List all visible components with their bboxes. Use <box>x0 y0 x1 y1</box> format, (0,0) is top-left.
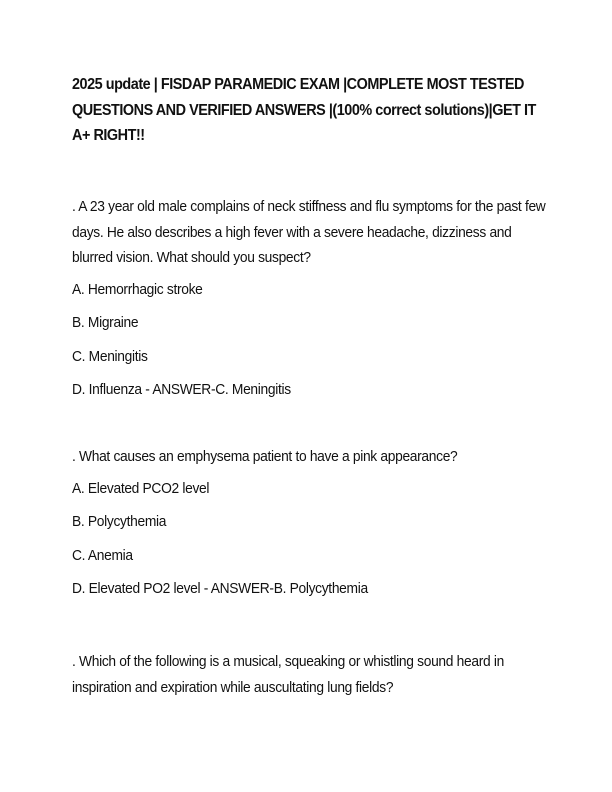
question-stem: . A 23 year old male complains of neck stiffness and flu symptoms for the past few days. He also describes a high fever with a severe headache, dizziness and blurred vision. What should you suspect? <box>72 198 546 266</box>
question-block <box>72 194 546 411</box>
question-block <box>72 444 546 610</box>
answer-option: B. Polycythemia <box>72 513 167 530</box>
answer-option: C. Anemia <box>72 546 133 564</box>
answer-option: A. Hemorrhagic stroke <box>72 280 203 298</box>
answer-option: A. Elevated PCO2 level <box>72 479 210 497</box>
answer-option-with-answer: D. Elevated PO2 level - ANSWER-B. Polycythemia <box>72 580 368 597</box>
question-stem: . What causes an emphysema patient to have a pink appearance? <box>72 448 458 465</box>
answer-option: B. Migraine <box>72 314 139 331</box>
document-page <box>72 72 547 696</box>
question-stem: . Which of the following is a musical, squeaking or whistling sound heard in inspiration and expiration while auscultating lung fields? <box>72 653 504 696</box>
question-block <box>72 649 546 706</box>
document-title: 2025 update | FISDAP PARAMEDIC EXAM |COMPLETE MOST TESTED QUESTIONS AND VERIFIED ANSWERS |(100% correct solutions)|GET IT A+ RIGHT!! <box>72 76 536 144</box>
answer-option: C. Meningitis <box>72 347 148 365</box>
answer-option-with-answer: D. Influenza - ANSWER-C. Meningitis <box>72 381 291 398</box>
